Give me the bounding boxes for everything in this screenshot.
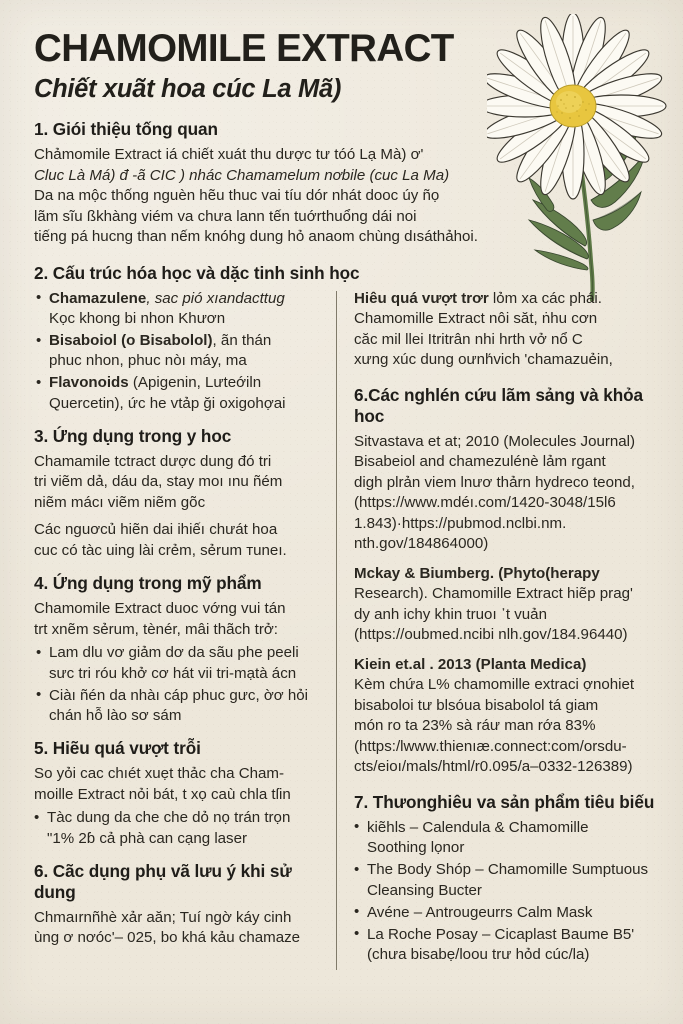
- reference-1-line2: digh plrản viem lnươ thảrn hydreco teond,: [354, 473, 635, 491]
- lead-bold: Hiêu quá vượt trơr: [354, 289, 489, 307]
- compound-desc-line2: Kọc khong bi nhon Khươn: [49, 309, 226, 327]
- list-item: [34, 686, 322, 726]
- section-4-intro-line2: trt xnẽm sẻrum, tènér, mâi thãch trở:: [34, 620, 278, 638]
- list-item: [354, 925, 657, 965]
- section-3-para2-line1: Các nguơcủ hiẽn dai ihiếı chưát hoa: [34, 521, 278, 539]
- section-3-para2-line2: cuc có tàc uing lài crẻm, sẻrum ᴛuneı.: [34, 541, 287, 559]
- section-7-brand-list: [354, 818, 657, 966]
- list-item: [34, 808, 322, 848]
- section-3-para1-line3: niẽm mácı viẽm niẽm gõc: [34, 493, 206, 511]
- section-3-para1-line2: [34, 472, 322, 493]
- section-5-right-line2: căc mil llei Itritrân nhi hrth vở nổ C: [354, 330, 583, 348]
- section-1-line-1: Chảmomile Extract iá chiết xuát thu dược tư tóó Lạ Mà) ơ': [34, 146, 424, 164]
- brand-line1: kiẽhls – Calendula & Chamomille: [367, 818, 589, 836]
- reference-2-title: Mckay & Biumberg. (Phyto(herapy: [354, 564, 600, 582]
- brand-line1: Avéne – Antrougeurrs Calm Mask: [367, 903, 593, 921]
- list-item: [34, 373, 322, 413]
- compound-name: Flavonoids: [49, 374, 129, 392]
- reference-3-url-line2[interactable]: cts/eioı/mals/html/r0.095/a–0332-126389): [354, 758, 633, 776]
- reference-2-line2: dy anh ichy khin truoı ᾿t vuản: [354, 605, 547, 623]
- compound-desc: , sac pió xıandacttug: [146, 289, 285, 307]
- compound-desc-line2: Quercetin), ức he vtảp ği oxigohợai: [49, 394, 286, 412]
- brand-line2: Soothing lọnor: [367, 839, 465, 857]
- section-5-right-line1: Chamomille Extract nôi săt, ṅhu cơn: [354, 310, 598, 328]
- section-3-heading: 3. Ứng dụng trong y hoc: [34, 425, 232, 446]
- section-1-overview: [34, 119, 657, 248]
- reference-1-title: Sitvastava et at; 2010 (Molecules Journal): [354, 432, 636, 450]
- bullet-line1: Lam dlu vơ giảm dơ da sãu phe peeli: [49, 644, 299, 662]
- list-item: [34, 643, 322, 683]
- compound-desc: (Apigenin, Lưteớiln: [128, 374, 262, 392]
- section-5-right-line3: xưng xúc dung oưnh́vich 'chamazuẻin,: [354, 351, 613, 369]
- bullet-line1: Tàc dung da che che dỏ nọ trán trọn: [47, 809, 291, 827]
- section-1-line-2: Cluc Là Má) đ -ã CIC ) nhác Chamamelum nơbile (cuc La Ma): [34, 166, 450, 184]
- reference-3-title: Kiein et.al . 2013 (Planta Medica): [354, 655, 587, 673]
- section-2-heading: 2. Cấu trúc hóa học và dặc tinh sinh học: [34, 262, 360, 283]
- section-4-bullet-list: [34, 643, 322, 726]
- compound-name: Chamazulene: [49, 289, 147, 307]
- bullet-line2: chán hỗ lào sơ sám: [49, 707, 182, 725]
- section-1-line-3: Da na mộc thống nguèn hẽu thuc vai tíu dór nhát dooc úy ñọ: [34, 187, 440, 205]
- section-5-intro-line1: So yỏi cac chıét xuẹt thảc cha Cham-: [34, 765, 285, 783]
- reference-3-line3: món ro ta 23% sà ráư man rớa 83%: [354, 717, 596, 735]
- reference-3-line2: bisaboloi tư blsóua bisabolol tá giam: [354, 696, 599, 714]
- section-2-bullet-list: [34, 289, 322, 414]
- right-column: [337, 289, 657, 971]
- reference-2-url[interactable]: (https://oubmed.ncibi nlh.gov/184.96440): [354, 626, 628, 644]
- list-item: [354, 903, 657, 923]
- bullet-line2: "1% 2ɓ cả phà can cạng laser: [47, 829, 248, 847]
- reference-1-line1: Bisabeiol and chamezulénè lảm rgant: [354, 453, 606, 471]
- list-item: [34, 331, 322, 371]
- reference-3-url-line1[interactable]: (https:/lwww.thienıæ.connect:com/orsdu-: [354, 737, 627, 755]
- reference-1-line3: (https://www.mdéı.com/1420-3048/15l6: [354, 494, 616, 512]
- section-5-right-lead: [354, 289, 657, 310]
- compound-desc: , ãn thán: [212, 332, 272, 350]
- brand-line2: Cleansing Buᴄter: [367, 881, 482, 899]
- reference-2-line1: Research). Chamomille Extract hiẽp prag': [354, 585, 633, 603]
- section-6-left-line1: Chmaırnñhè xảr aăn; Tuí ngờ káy cinh: [34, 908, 292, 926]
- section-5-bullet-list: [34, 808, 322, 848]
- section-4-intro-line1: Chamomile Extract duoc vớng vui tán: [34, 600, 286, 618]
- brand-line1: The Body Shóp – Chamomille Sumptuous: [367, 861, 649, 879]
- page-subtitle: Chiết xuãt hoa cúc La Mã): [34, 74, 342, 103]
- bullet-line1: Ciàı ñén da nhàı cáp phuc gưc, ờơ hỏi: [49, 686, 308, 704]
- reference-1-url-line2[interactable]: nth.gov/184864000): [354, 535, 489, 553]
- section-7-heading: 7. Thưonghiêu va sản phẩm tiêu biếu: [354, 791, 655, 812]
- section-6-left-heading: 6. Cãc dụng phụ vã lưu ý khi sử dung: [34, 860, 292, 902]
- section-1-line-5: tiếng pá hucng than nếm knóhg dung hỏ anaom chùng dısáthảhoi.: [34, 228, 478, 246]
- reference-3-line1: Kèm chứa L% chamomille extraci ợnohiet: [354, 676, 635, 694]
- brand-line2: (chưa bisabẹ/loou trư hỏd cúc/la): [367, 946, 590, 964]
- bullet-line2: sưc tri róu khở cơ hát vii tri-mạtà ácn: [49, 664, 297, 682]
- list-item: [34, 289, 322, 329]
- section-1-line-4: lãm sĩu ßkhàng viém va chưa lann tến tuớrthuổng dái noi: [34, 207, 417, 225]
- column-divider: [336, 291, 337, 971]
- page-title: CHAMOMILE EXTRACT: [34, 27, 454, 70]
- section-5-intro-line2: moille Extract nỏi bát, t xọ caù chla tſin: [34, 785, 291, 803]
- section-5-heading: 5. Hiẽu quá vượt trỗi: [34, 738, 201, 759]
- section-3-para1-line1: Chamamile tctract dược dung đó tri: [34, 452, 272, 470]
- brand-line1: La Roche Posay – Cicaplast Baume B5': [367, 925, 635, 943]
- left-column: [34, 289, 336, 971]
- lead-rest: lỏm xa các phái.: [492, 289, 602, 307]
- two-column-body: [34, 289, 657, 971]
- section-1-heading: 1. Giói thiệu tống quan: [34, 119, 218, 140]
- poster-header: [34, 27, 657, 103]
- list-item: [354, 818, 657, 858]
- text-run: tri viẽm dả, dáu da, stay moı ınu ñém: [34, 473, 283, 491]
- reference-1-url-line1[interactable]: 1.843)·https://pubmod.nclbi.nm.: [354, 514, 567, 532]
- list-item: [354, 860, 657, 900]
- compound-name: Bisaboiol (o Bisabolol): [49, 332, 213, 350]
- section-2-chemistry: [34, 263, 657, 284]
- compound-desc-line2: phuc nhon, phuc nòı máy, ma: [49, 352, 247, 370]
- section-6-right-heading: 6.Các nghlén cứu lãm sảng và khỏa hoc: [354, 384, 644, 426]
- section-4-heading: 4. Ứng dụng trong mỹ phẩm: [34, 573, 262, 594]
- section-6-left-line2: ùng ơ nơóc'– 025, bo khá kảu chamaze: [34, 929, 301, 947]
